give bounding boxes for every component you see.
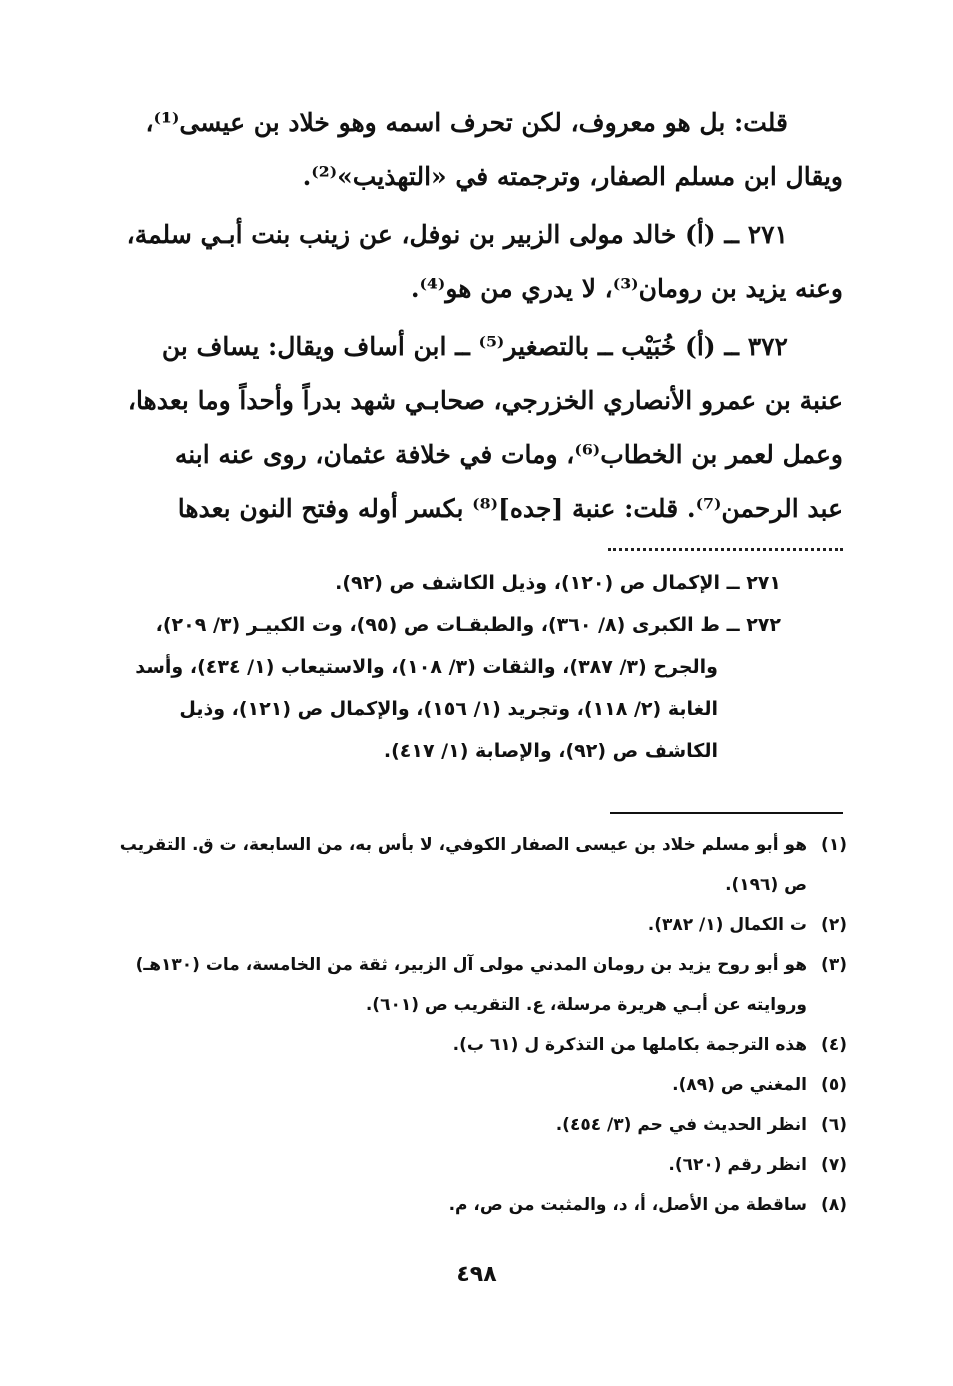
text-line: عنبة بن عمرو الأنصاري الخزرجي، صحابـي شهد بدراً وأحداً وما بعدها، bbox=[127, 386, 843, 415]
footnote-6 bbox=[97, 1105, 847, 1145]
text-line: ٣٧٢ ــ (أ) خُبَيْب ــ بالتصغير⁽⁵⁾ ــ ابن أساف ويقال: يساف بن bbox=[161, 332, 788, 361]
sources-271 bbox=[98, 562, 843, 604]
footnote-8 bbox=[97, 1185, 847, 1225]
entry-272 bbox=[98, 320, 843, 536]
paragraph-commentary bbox=[98, 96, 843, 204]
text-line: ويقال ابن مسلم الصفار، وترجمته في «التهذيب»⁽²⁾. bbox=[302, 162, 843, 191]
footnote-text: ساقطة من الأصل، أ، د، والمثبت من ص، م. bbox=[448, 1195, 807, 1215]
source-line: الكاشف ص (٩٢)، والإصابة (١/ ٤١٧). bbox=[383, 740, 718, 762]
footnote-3 bbox=[97, 945, 847, 1025]
text-line: عبد الرحمن⁽⁷⁾. قلت: عنبة [جده]⁽⁸⁾ بكسر أوله وفتح النون بعدها bbox=[177, 494, 843, 523]
footnote-text: انظر رقم (٦٢٠). bbox=[668, 1155, 807, 1175]
footnote-number: (٦) bbox=[821, 1115, 847, 1135]
footnote-number: (٨) bbox=[821, 1195, 847, 1215]
footnote-number: (٤) bbox=[821, 1035, 847, 1055]
footnotes bbox=[97, 825, 847, 1225]
footnote-2 bbox=[97, 905, 847, 945]
footnote-4 bbox=[97, 1025, 847, 1065]
footnote-number: (٣) bbox=[821, 955, 847, 975]
sources-272 bbox=[98, 604, 843, 772]
footnote-rule bbox=[610, 812, 843, 814]
source-line: والجرح (٣/ ٣٨٧)، والثقات (٣/ ١٠٨)، والاستيعاب (١/ ٤٣٤)، وأسد bbox=[135, 656, 718, 678]
page-number: ٤٩٨ bbox=[456, 1262, 497, 1287]
dotted-separator bbox=[608, 538, 843, 551]
text-line: وعمل لعمر بن الخطاب⁽⁶⁾، ومات في خلافة عثمان، روى عنه ابنه bbox=[174, 440, 843, 469]
source-line: ٢٧٢ ــ ط الكبرى (٨/ ٣٦٠)، والطبقـات ص (٩٥)، وت الكبيـر (٣/ ٢٠٩)، bbox=[155, 614, 781, 636]
text-line: ٢٧١ ــ (أ) خالد مولى الزبير بن نوفل، عن زينب بنت أبـي سلمة، bbox=[126, 220, 788, 249]
footnote-text: ت الكمال (١/ ٣٨٢). bbox=[647, 915, 807, 935]
source-line: ٢٧١ ــ الإكمال ص (١٢٠)، وذيل الكاشف ص (٩٢). bbox=[335, 572, 781, 594]
footnote-number: (٥) bbox=[821, 1075, 847, 1095]
footnote-number: (٢) bbox=[821, 915, 847, 935]
entry-271 bbox=[98, 208, 843, 316]
text-line: قلت: بل هو معروف، لكن تحرف اسمه وهو خلاد بن عيسى⁽¹⁾، bbox=[145, 108, 788, 137]
source-line: الغابة (٢/ ١١٨)، وتجريد (١/ ١٥٦)، والإكمال ص (١٢١)، وذيل bbox=[179, 698, 718, 720]
footnote-text: وروايته عن أبـي هريرة مرسلة، ع. التقريب ص (٦٠١). bbox=[365, 995, 807, 1015]
footnote-text: ص (١٩٦). bbox=[725, 875, 807, 895]
footnote-text: المغني ص (٨٩). bbox=[672, 1075, 807, 1095]
footnote-text: هو أبو مسلم خلاد بن عيسى الصفار الكوفي، لا بأس به، من السابعة، ت ق. التقريب bbox=[119, 835, 807, 855]
footnote-7 bbox=[97, 1145, 847, 1185]
footnote-number: (٧) bbox=[821, 1155, 847, 1175]
footnote-number: (١) bbox=[821, 835, 847, 855]
footnote-text: هو أبو روح يزيد بن رومان المدني مولى آل الزبير، ثقة من الخامسة، مات (١٣٠هـ) bbox=[135, 955, 807, 975]
footnote-5 bbox=[97, 1065, 847, 1105]
footnote-1 bbox=[97, 825, 847, 905]
text-line: وعنه يزيد بن رومان⁽³⁾، لا يدري من هو⁽⁴⁾. bbox=[410, 274, 843, 303]
footnote-text: انظر الحديث في حم (٣/ ٤٥٤). bbox=[555, 1115, 807, 1135]
footnote-text: هذه الترجمة بكاملها من التذكرة ل (٦١ ب). bbox=[452, 1035, 807, 1055]
